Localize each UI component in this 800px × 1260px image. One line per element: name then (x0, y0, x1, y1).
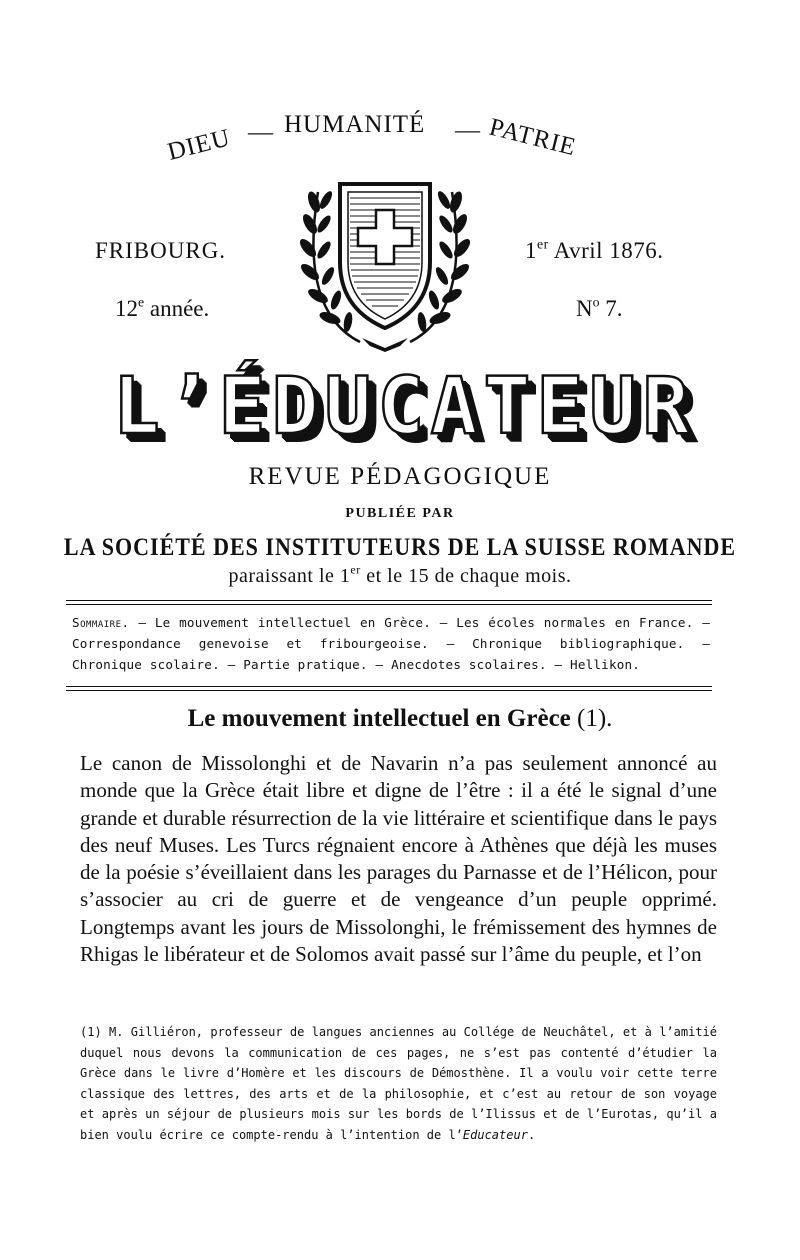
summary-label: Sommaire. (72, 615, 130, 630)
rule-bottom-2 (66, 690, 712, 691)
shield-icon (340, 184, 430, 328)
masthead (0, 362, 800, 452)
motto-dash-2: — (455, 117, 481, 144)
year-number (115, 296, 209, 322)
footnote-emphasis: Educateur (462, 1127, 528, 1142)
rule-top-1 (66, 600, 712, 601)
footnote-paragraph (80, 1022, 717, 1145)
article-title-note: (1). (577, 705, 613, 732)
article-paragraph: Le canon de Missolonghi et de Navarin n’a pas seulement annoncé au monde que la Grèce était libre et digne de l’être : il a été le signal d’une grande et durable résurrection de la vie littéraire et scientifique dans le pays des neuf Muses. Les Turcs régnaient encore à Athènes que déjà les muses de la poésie s’éveillaient dans les parages du Parnasse et de l’Hélicon, pour s’associer au cri de guerre et de vengeance d’un peuple opprimé. Longtemps avant les jours de Missolonghi, le frémissement des hymnes de Rhigas le libérateur et de Solomos avait passé sur l’âme du peuple, et l’on (80, 751, 717, 967)
periodicity-sup: er (350, 562, 361, 577)
swiss-cross-shield-icon (300, 172, 470, 352)
journal-title: L’ÉDUCATEUR (112, 362, 696, 452)
year-rest: année. (144, 296, 210, 321)
footnote-text: M. Gilliéron, professeur de langues anciennes au Collége de Neuchâtel, et à l’amitié duquel nous devons la communication de ces pages, ne s’est pas contenté d’étudier la Grèce dans le livre d’Homère et les discours de Démosthène. Il a voulu voir cette terre classique des lettres, des arts et de la philosophie, et c’est au retour de son voyage et après un séjour de plusieurs mois sur les bords de l’Ilissus et de l’Eurotas, qu’il a bien voulu écrire ce compte-rendu à l’intention de l’ (80, 1025, 717, 1142)
issue-date (525, 238, 664, 264)
year-num: 12 (115, 296, 138, 321)
table-of-contents (72, 612, 710, 675)
motto-patrie: PATRIE (486, 113, 579, 162)
issue-n: N (576, 296, 593, 321)
issue-sup: o (592, 294, 600, 310)
periodicity (0, 562, 800, 588)
published-by: PUBLIÉE PAR (345, 506, 455, 521)
article-title (0, 705, 800, 733)
rule-top-2 (66, 604, 712, 605)
society-name: LA SOCIÉTÉ DES INSTITUTEURS DE LA SUISSE ROMANDE (63, 532, 737, 561)
city: FRIBOURG. (95, 238, 227, 263)
issue-num: 7. (599, 296, 623, 321)
date-sup: er (537, 236, 549, 252)
summary-text: — Le mouvement intellectuel en Grèce. — Les écoles normales en France. — Correspondance genevoise et fribourgeoise. — Chronique bibliographique. — Chronique scolaire. — Partie pratique. — Anecdotes scolaires. — Hellikon. (72, 615, 710, 672)
motto-humanite: HUMANITÉ (284, 111, 426, 138)
date-day: 1 (525, 238, 537, 263)
journal-subtitle: REVUE PÉDAGOGIQUE (248, 463, 552, 490)
footnote-marker: (1) (80, 1025, 102, 1039)
year-sup: e (138, 294, 145, 310)
motto-dieu: DIEU (164, 124, 234, 166)
periodicity-b: et le 15 de chaque mois. (360, 565, 572, 587)
issue-number (576, 296, 623, 322)
periodicity-a: paraissant le 1 (228, 565, 351, 587)
motto-arc (150, 108, 620, 178)
rule-bottom-1 (66, 686, 712, 687)
article-title-text: Le mouvement intellectuel en Grèce (187, 705, 571, 732)
motto-dash-1: — (248, 119, 274, 146)
article-body (80, 750, 717, 968)
date-rest: Avril 1876. (548, 238, 664, 263)
motto (150, 108, 620, 178)
footnote (80, 1022, 717, 1145)
footnote-end: . (527, 1127, 536, 1142)
